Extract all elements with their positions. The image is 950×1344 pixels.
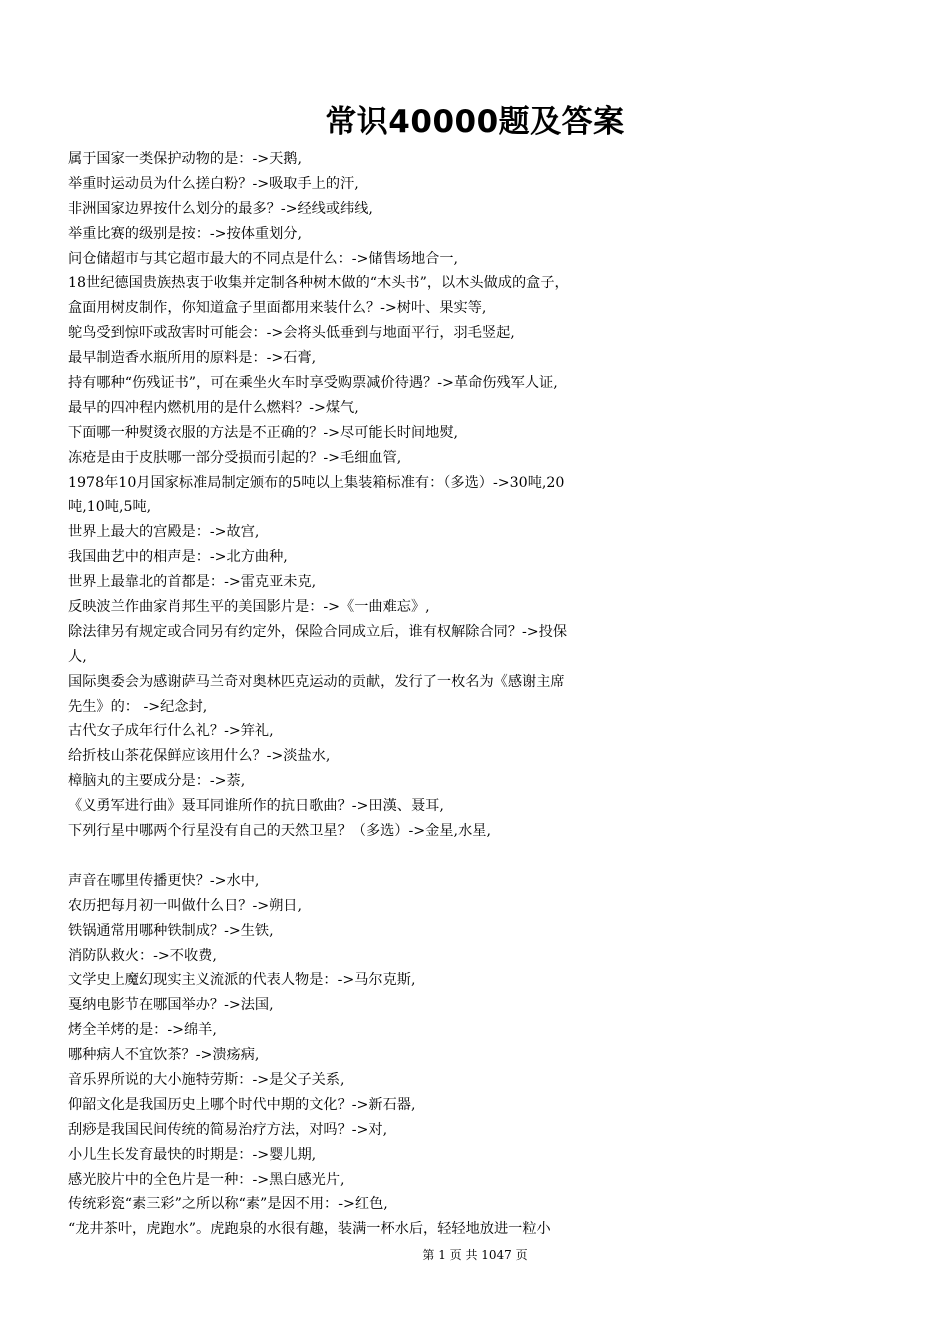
text-line: 我国曲艺中的相声是：->北方曲种, xyxy=(68,549,288,566)
text-line: 国际奥委会为感谢萨马兰奇对奥林匹克运动的贡献，发行了一枚名为《感谢主席 xyxy=(68,673,565,690)
text-line: “龙井茶叶，虎跑水”。虎跑泉的水很有趣，装满一杯水后，轻轻地放进一粒小 xyxy=(68,1221,551,1238)
text-line: 18世纪德国贵族热衷于收集并定制各种树木做的“木头书”，以木头做成的盒子， xyxy=(68,275,569,292)
text-line: 世界上最大的宫殿是：->故宫, xyxy=(68,524,260,541)
text-line: 哪种病人不宜饮茶？->溃疡病, xyxy=(68,1047,260,1064)
text-line: 人, xyxy=(68,648,87,665)
text-line: 问仓储超市与其它超市最大的不同点是什么：->储售场地合一, xyxy=(68,250,459,267)
document-body xyxy=(68,147,668,1242)
text-line: 冻疮是由于皮肤哪一部分受损而引起的？->毛细血管, xyxy=(68,449,402,466)
text-line: 除法律另有规定或合同另有约定外，保险合同成立后，谁有权解除合同？->投保 xyxy=(68,623,568,640)
text-line: 持有哪种“伤残证书”，可在乘坐火车时享受购票减价待遇？->革命伤残军人证, xyxy=(68,375,558,392)
text-line: 最早的四冲程内燃机用的是什么燃料？->煤气, xyxy=(68,399,359,416)
text-line: 铁锅通常用哪种铁制成？->生铁, xyxy=(68,922,274,939)
text-line: 非洲国家边界按什么划分的最多？->经线或纬线, xyxy=(68,200,373,217)
text-line: 《义勇军进行曲》聂耳同谁所作的抗日歌曲？->田漢、聂耳, xyxy=(68,798,444,815)
text-line: 盒面用树皮制作，你知道盒子里面都用来装什么？->树叶、果实等, xyxy=(68,300,487,317)
text-line: 先生》的： ->纪念封, xyxy=(68,698,208,715)
text-line: 1978年10月国家标准局制定颁布的5吨以上集装箱标准有：（多选）->30吨,20 xyxy=(68,474,565,491)
text-line: 小儿生长发育最快的时期是：->婴儿期, xyxy=(68,1146,317,1163)
page-footer: 第 1 页 共 1047 页 xyxy=(422,1248,528,1262)
page-title: 常识40000题及答案 xyxy=(325,104,625,140)
text-line: 下面哪一种熨烫衣服的方法是不正确的？->尽可能长时间地熨, xyxy=(68,424,459,441)
text-line: 世界上最靠北的首都是：->雷克亚未克, xyxy=(68,574,317,591)
text-line: 音乐界所说的大小施特劳斯：->是父子关系, xyxy=(68,1071,345,1088)
blank-line xyxy=(68,844,668,869)
text-line: 鸵鸟受到惊吓或敌害时可能会：->会将头低垂到与地面平行，羽毛竖起, xyxy=(68,325,515,342)
text-line: 消防队救火：->不收费, xyxy=(68,947,217,964)
text-line: 举重时运动员为什么搓白粉？->吸取手上的汗, xyxy=(68,175,359,192)
text-line: 农历把每月初一叫做什么日？->朔日, xyxy=(68,897,303,914)
text-line: 感光胶片中的全色片是一种：->黑白感光片, xyxy=(68,1171,345,1188)
text-line: 反映波兰作曲家肖邦生平的美国影片是：->《一曲难忘》, xyxy=(68,599,430,616)
text-line: 戛纳电影节在哪国举办？->法国, xyxy=(68,997,274,1014)
text-line: 给折枝山茶花保鲜应该用什么？->淡盐水, xyxy=(68,748,331,765)
text-line: 仰韶文化是我国历史上哪个时代中期的文化？->新石器, xyxy=(68,1096,416,1113)
text-line: 古代女子成年行什么礼？->笄礼, xyxy=(68,723,274,740)
text-line: 属于国家一类保护动物的是：->天鹅, xyxy=(68,151,303,167)
text-line: 文学史上魔幻现实主义流派的代表人物是：->马尔克斯, xyxy=(68,972,416,989)
text-line: 樟脑丸的主要成分是：->萘, xyxy=(68,773,246,790)
text-line: 传统彩瓷“素三彩”之所以称“素”是因不用：->红色, xyxy=(68,1196,388,1213)
text-line: 举重比赛的级别是按：->按体重划分, xyxy=(68,225,303,242)
text-line: 最早制造香水瓶所用的原料是：->石膏, xyxy=(68,350,317,367)
text-line: 烤全羊烤的是：->绵羊, xyxy=(68,1022,217,1039)
text-line: 刮痧是我国民间传统的简易治疗方法，对吗？->对, xyxy=(68,1121,388,1138)
text-line: 声音在哪里传播更快？->水中, xyxy=(68,872,260,889)
text-line: 吨,10吨,5吨, xyxy=(68,499,152,516)
text-line: 下列行星中哪两个行星没有自己的天然卫星？（多选）->金星,水星, xyxy=(68,823,491,840)
